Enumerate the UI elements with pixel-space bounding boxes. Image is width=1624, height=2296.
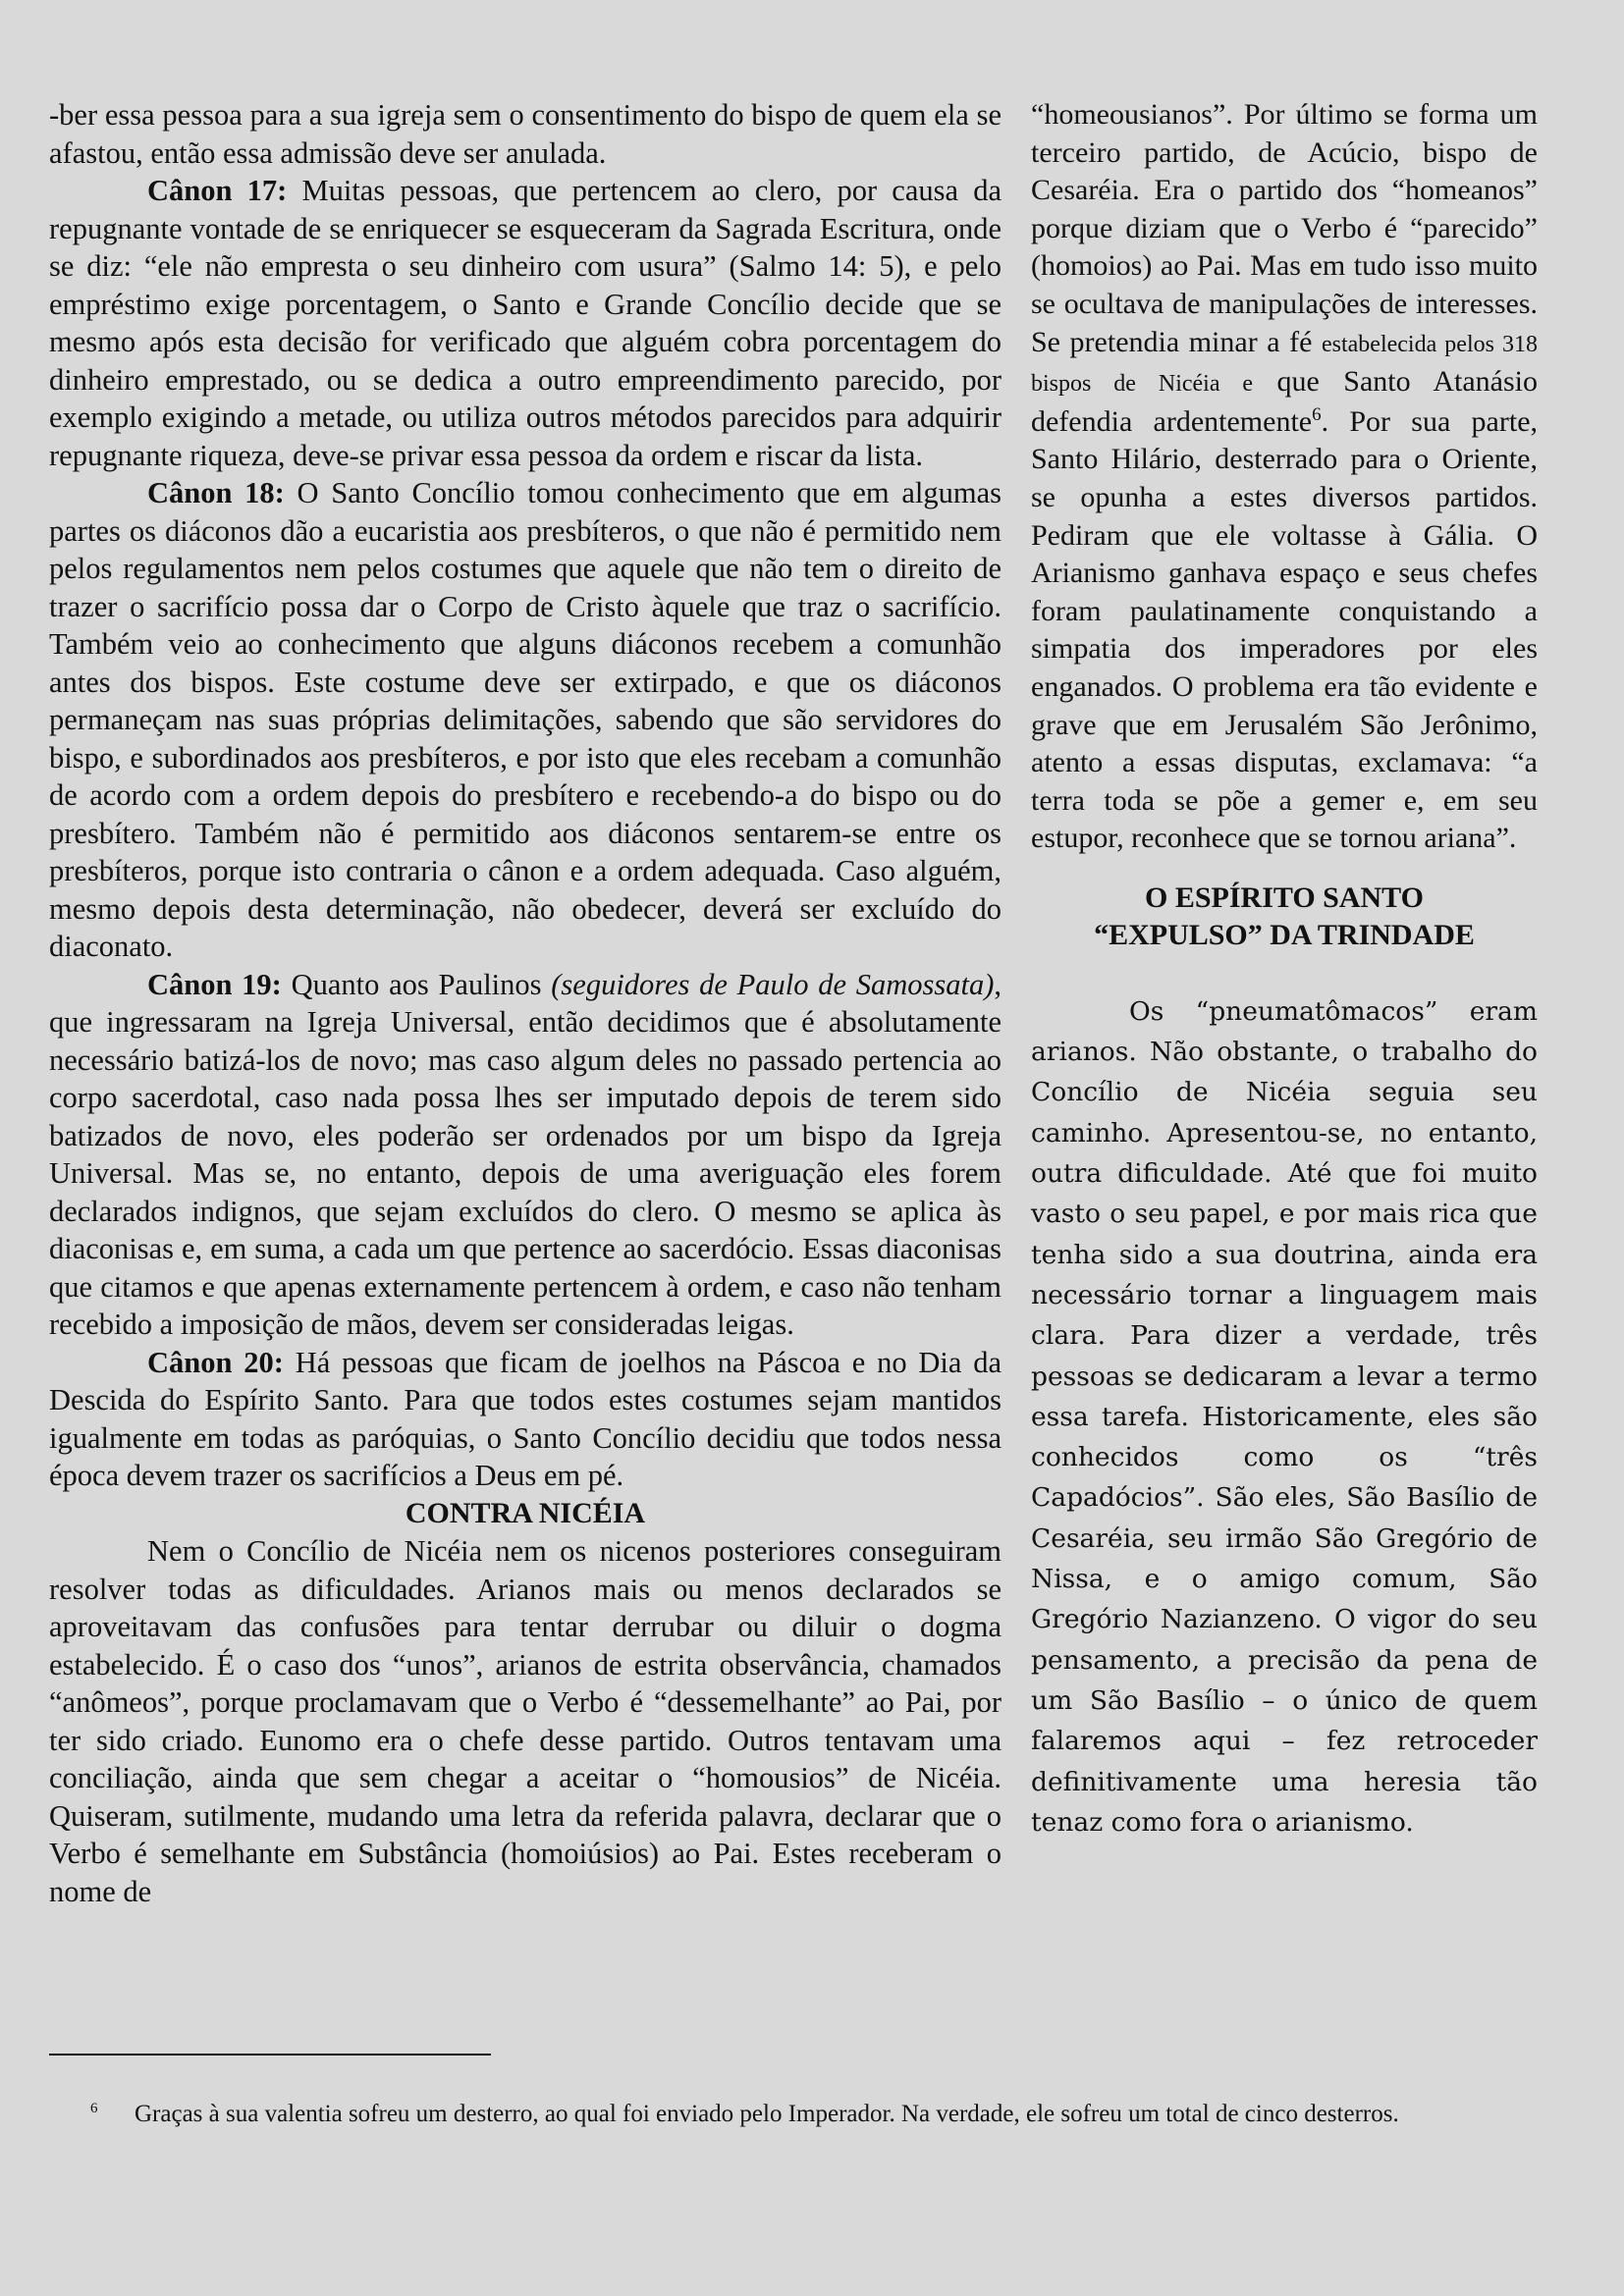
right-column [1031,96,1538,1842]
heading-line-2: “EXPULSO” DA TRINDADE [1094,918,1475,951]
footnote [90,2087,1576,2142]
section-heading-contra-niceia: CONTRA NICÉIA [405,1496,646,1529]
right-paragraph-1-part3: . Por sua parte, Santo Hilário, desterrado para o Oriente, se opunha a estes diversos partidos. Pediram que ele voltasse à Gália. O Arianismo ganhava espaço e seus chefes foram paulatinamente conquistando a simpatia dos imperadores por eles enganados. O problema era tão evidente e grave que em Jerusalém São Jerônimo, atento a essas disputas, exclamava: “a terra toda se põe a gemer e, em seu estupor, reconhece que se tornou ariana”. [1031,404,1539,855]
footnote-separator [49,2054,491,2056]
canon-17-label: Cânon 17: [147,174,288,207]
contra-niceia-paragraph: Nem o Concílio de Nicéia nem os nicenos posteriores conseguiram resolver todas as dificuldades. Arianos mais ou menos declarados se aproveitavam das confusões para tentar derrubar ou diluir o dogma estabelecido. É o caso dos “unos”, arianos de estrita observância, chamados “anômeos”, porque proclamavam que o Verbo é “dessemelhante” ao Pai, por ter sido criado. Eunomo era o chefe desse partido. Outros tentavam uma conciliação, ainda que sem chegar a aceitar o “homousios” de Nicéia. Quiseram, sutilmente, mudando uma letra da referida palavra, declarar que o Verbo é semelhante em Substância (homoiúsios) ao Pai. Estes receberam o nome de [49,1534,1001,1908]
canon-17-text: Muitas pessoas, que pertencem ao clero, por causa da repugnante vontade de se enriquecer se esqueceram da Sagrada Escritura, onde se diz: “ele não empresta o seu dinheiro com usura” (Salmo 14: 5), e pelo empréstimo exige porcentagem, o Santo e Grande Concílio decide que se mesmo após esta decisão for verificado que alguém cobra porcentagem do dinheiro emprestado, ou se dedica a outro empreendimento parecido, por exemplo exigindo a metade, ou utiliza outros métodos parecidos para adquirir repugnante riqueza, deve-se privar essa pessoa da ordem e riscar da lista. [49,174,1002,472]
canon-19-text: , que ingressaram na Igreja Universal, então decidimos que é absolutamente necessário batizá-los de novo; mas caso algum deles no passado pertencia ao corpo sacerdotal, caso nada possa lhes ser imputado depois de terem sido batizados de novo, eles poderão ser ordenados por um bispo da Igreja Universal. Mas se, no entanto, depois de uma averiguação eles forem declarados indignos, que sejam excluídos do clero. O mesmo se aplica às diaconisas e, em suma, a cada um que pertence ao sacerdócio. Essas diaconisas que citamos e que apenas externamente pertencem à ordem, e caso não tenham recebido a imposição de mãos, devem ser consideradas leigas. [49,967,1002,1341]
footnote-reference[interactable]: 6 [1312,403,1322,425]
canon-19-label: Cânon 19: [147,967,282,1001]
canon-18-text: O Santo Concílio tomou conhecimento que em algumas partes os diáconos dão a eucaristia aos presbíteros, o que não é permitido nem pelos regulamentos nem pelos costumes que aquele que não tem o direito de trazer o sacrifício possa dar o Corpo de Cristo àquele que traz o sacrifício. Também veio ao conhecimento que alguns diáconos recebem a comunhão antes dos bispos. Este costume deve ser extirpado, e que os diáconos permaneçam nas suas próprias delimitações, sabendo que são servidores do bispo, e subordinados aos presbíteros, e por isto que eles recebam a comunhão de acordo com a ordem depois do presbítero e recebendo-a do bispo ou do presbítero. Também não é permitido aos diáconos sentarem-se entre os presbíteros, porque isto contraria o cânon e a ordem adequada. Caso alguém, mesmo depois desta determinação, não obedecer, deverá ser excluído do diaconato. [49,476,1002,963]
heading-line-1: O ESPÍRITO SANTO [1145,881,1424,914]
continuation-paragraph: -ber essa pessoa para a sua igreja sem o consentimento do bispo de quem ela se afastou, então essa admissão deve ser anulada. [49,98,1001,170]
canon-17-paragraph [49,172,1001,474]
espirito-santo-section [1031,991,1538,1842]
footnote-text: Graças à sua valentia sofreu um desterro, ao qual foi enviado pelo Imperador. Na verdade, ele sofreu um total de cinco desterros. [135,2101,1399,2127]
section-heading-espirito-santo [1031,880,1538,954]
canon-19-lead: Quanto aos Paulinos [281,967,552,1001]
footnote-number: 6 [90,2101,98,2116]
right-paragraph-1 [1031,96,1538,858]
canon-18-paragraph [49,474,1001,966]
left-column [49,96,1001,1910]
canon-19-paragraph [49,966,1001,1344]
canon-20-paragraph [49,1344,1001,1495]
right-paragraph-1-part1: “homeousianos”. Por último se forma um terceiro partido, de Acúcio, bispo de Cesaréia. Era o partido dos “homeanos” porque diziam que o Verbo é “parecido” (homoios) ao Pai. Mas em tudo isso muito se ocultava de manipulações de interesses. Se pretendia minar a fé [1031,98,1538,358]
right-paragraph-2: Os “pneumatômacos” eram arianos. Não obstante, o trabalho do Concílio de Nicéia seguia seu caminho. Apresentou-se, no entanto, outra dificuldade. Até que foi muito vasto o seu papel, e por mais rica que tenha sido a sua doutrina, ainda era necessário tornar a linguagem mais clara. Para dizer a verdade, três pessoas se dedicaram a levar a termo essa tarefa. Historicamente, eles são conhecidos como os “três Capadócios”. São eles, São Basílio de Cesaréia, seu irmão São Gregório de Nissa, e o amigo comum, São Gregório Nazianzeno. O vigor do seu pensamento, a precisão da pena de um São Basílio – o único de quem falaremos aqui – fez retroceder definitivamente uma heresia tão tenaz como fora o arianismo. [1031,995,1538,1838]
canon-20-label: Cânon 20: [147,1345,284,1379]
canon-18-label: Cânon 18: [147,476,285,509]
right-paragraph-1-part2: que Santo Atanásio defendia ardentemente [1031,365,1539,438]
right-paragraph-1-small-text: estabelecida pelos 318 bispos de Nicéia e [1031,331,1539,398]
canon-19-italic-note: (seguidores de Paulo de Samossata) [551,967,995,1001]
canon-20-text: Há pessoas que ficam de joelhos na Páscoa e no Dia da Descida do Espírito Santo. Para que todos estes costumes sejam mantidos igualmente em todas as paróquias, o Santo Concílio decidiu que todos nessa época devem trazer os sacrifícios a Deus em pé. [49,1345,1002,1492]
